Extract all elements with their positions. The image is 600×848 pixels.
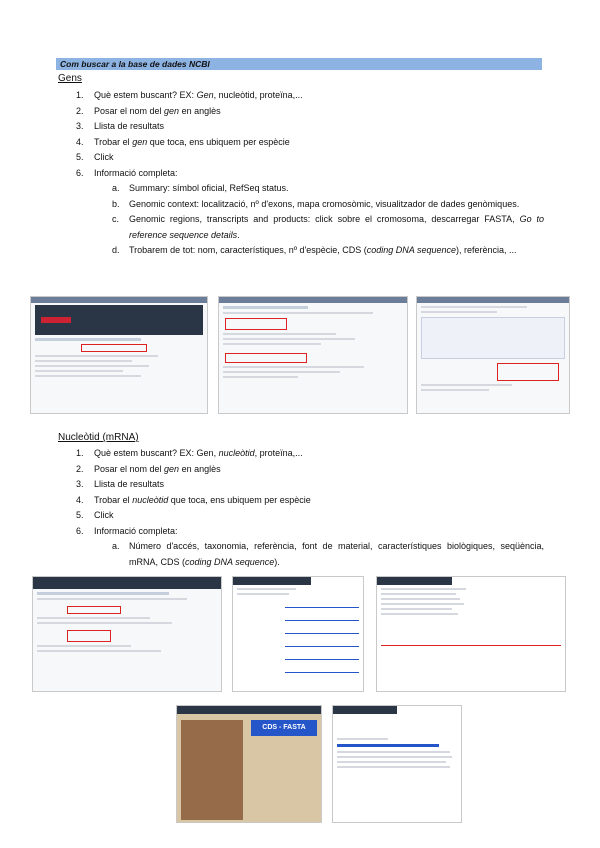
nucleotide-step: 1. Què estem buscant? EX: Gen, nucleòtid, proteïna,... [76,448,303,458]
ncbi-gene-search-screenshot [30,296,208,414]
gens-step: 3. Llista de resultats [76,121,165,131]
nucleotide-step: 4. Trobar el nucleòtid que toca, ens ubiquem per espècie [76,494,311,505]
gens-substep: b. Genomic context: localització, nº d'exons, mapa cromosòmic, visualitzador de dades genòmiques. [112,198,520,209]
gens-substep: c. Genomic regions, transcripts and products: click sobre el cromosoma, descarregar FASTA, Go to reference sequence details. [112,214,544,240]
section-heading-gens: Gens [58,73,82,84]
gens-substep: d. Trobarem de tot: nom, característiques, nº d'espècie, CDS (coding DNA sequence), referència, ... [112,245,517,255]
gens-step: 5. Click [76,152,114,162]
ncbi-gene-results-screenshot [218,296,408,414]
ncbi-gene-detail-screenshot [416,296,570,414]
section-heading-nucleotide: Nucleòtid (mRNA) [58,432,139,443]
nucleotide-step: 5. Click [76,510,114,520]
nucleotide-substep: a. Número d'accés, taxonomia, referència, font de material, característiques biològiques, seqüència, mRNA, CDS (coding DNA sequence). [112,541,544,567]
gens-step: 4. Trobar el gen que toca, ens ubiquem per espècie [76,136,290,147]
cds-fasta-label: CDS - FASTA [251,720,317,736]
gens-steps-list [58,88,544,259]
document-title: Com buscar a la base de dades NCBI [56,58,542,70]
nucleotide-step: 3. Llista de resultats [76,479,165,489]
gens-step: 6. Informació completa: a. Summary: símbol oficial, RefSeq status. b. Genomic context: localització, nº d'exons, mapa cromosòmic, visualitzador de dades genòmiques. c. Genomic regions, transcripts and products: click sobre el cromosoma, descarregar FASTA, Go to reference sequence details. d. Trobarem de tot: nom, característiques, nº d'espècie, CDS (coding DNA sequence), referència, ... [58,166,544,259]
ncbi-genbank-record-screenshot [232,576,364,692]
ncbi-cds-fasta-screenshot [176,705,322,823]
nucleotide-step: 2. Posar el nom del gen en anglès [76,463,221,474]
gens-substeps-list [94,181,544,259]
nucleotide-substeps-list [94,539,544,570]
ncbi-sequence-view-screenshot [376,576,566,692]
gens-step: 2. Posar el nom del gen en anglès [76,105,221,116]
gens-step: 1. Què estem buscant? EX: Gen, nucleòtid, proteïna,... [76,90,303,100]
ncbi-nucleotide-search-screenshot [32,576,222,692]
nucleotide-steps-list [58,446,544,570]
ncbi-fasta-text-screenshot [332,705,462,823]
gens-substep: a. Summary: símbol oficial, RefSeq status. [112,183,289,193]
nucleotide-step: 6. Informació completa: a. Número d'accés, taxonomia, referència, font de material, característiques biològiques, seqüència, mRNA, CDS (coding DNA sequence). [58,524,544,571]
